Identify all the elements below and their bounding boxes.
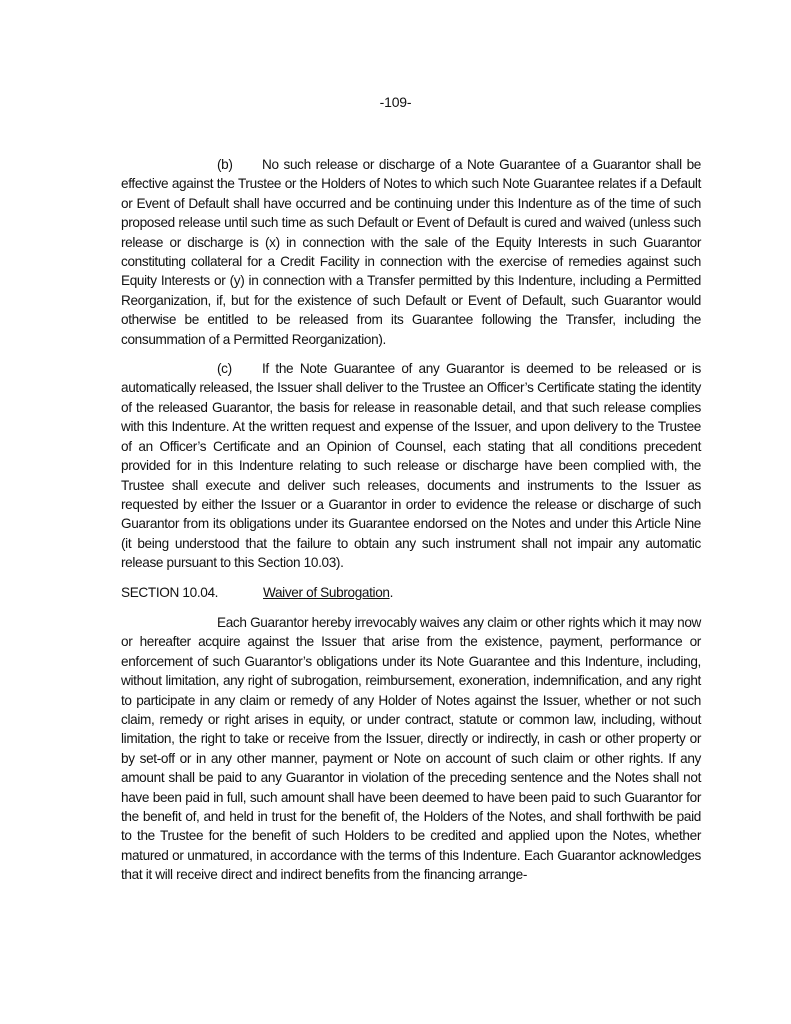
paragraph-b [121, 155, 701, 349]
page-number: -109- [379, 94, 412, 110]
paragraph-c [121, 359, 701, 572]
document-body [121, 155, 701, 895]
paragraph-waiver-of-subrogation: Each Guarantor hereby irrevocably waives any claim or other rights which it may now or hereafter acquire against the Issuer that arise from the existence, payment, performance or enforcement of such Guarantor’s obligations under its Note Guarantee and this Indenture, including, without limitation, any right of subrogation, reimbursement, exoneration, indemnification, and any right to participate in any claim or remedy of any Holder of Notes against the Issuer, whether or not such claim, remedy or right arises in equity, or under contract, statute or common law, including, without limitation, the right to take or receive from the Issuer, directly or indirectly, in cash or other property or by set-off or in any other manner, payment or Note on account of such claim or other rights. If any amount shall be paid to any Guarantor in violation of the preceding sentence and the Notes shall not have been paid in full, such amount shall have been deemed to have been paid to such Guarantor for the benefit of, and held in trust for the benefit of, the Holders of the Notes, and shall forthwith be paid to the Trustee for the benefit of such Holders to be credited and applied upon the Notes, whether matured or unmatured, in accordance with the terms of this Indenture. Each Guarantor acknowledges that it will receive direct and indirect benefits from the financing arrange- [121, 614, 701, 883]
section-heading [121, 583, 701, 602]
paragraph-b-label: (b) [217, 157, 233, 172]
section-title-suffix: . [389, 584, 394, 600]
section-title: Waiver of Subrogation [263, 584, 390, 600]
section-number: SECTION 10.04. [121, 584, 219, 600]
paragraph-c-text: If the Note Guarantee of any Guarantor is deemed to be released or is automatically released, the Issuer shall deliver to the Trustee an Officer’s Certificate stating the identity of the released Guarantor, the basis for release in reasonable detail, and that such release complies with this Indenture. At the written request and expense of the Issuer, and upon delivery to the Trustee of an Officer’s Certificate and an Opinion of Counsel, each stating that all conditions precedent provided for in this Indenture relating to such release or discharge have been complied with, the Trustee shall execute and deliver such releases, documents and instruments to the Issuer as requested by either the Issuer or a Guarantor in order to evidence the release or discharge of such Guarantor from its obligations under its Guarantee endorsed on the Notes and under this Article Nine (it being understood that the failure to obtain any such instrument shall not impair any automatic release pursuant to this Section 10.03). [121, 361, 701, 571]
paragraph-c-label: (c) [217, 361, 232, 377]
paragraph-b-text: No such release or discharge of a Note Guarantee of a Guarantor shall be effective against the Trustee or the Holders of Notes to which such Note Guarantee relates if a Default or Event of Default shall have occurred and be continuing under this Indenture as of the time of such proposed release until such time as such Default or Event of Default is cured and waived (unless such release or discharge is (x) in connection with the sale of the Equity Interests in such Guarantor constituting collateral for a Credit Facility in connection with the exercise of remedies against such Equity Interests or (y) in connection with a Transfer permitted by this Indenture, including a Permitted Reorganization, if, but for the existence of such Default or Event of Default, such Guarantor would otherwise be entitled to be released from its Guarantee following the Transfer, including the consummation of a Permitted Reorganization). [121, 157, 701, 347]
